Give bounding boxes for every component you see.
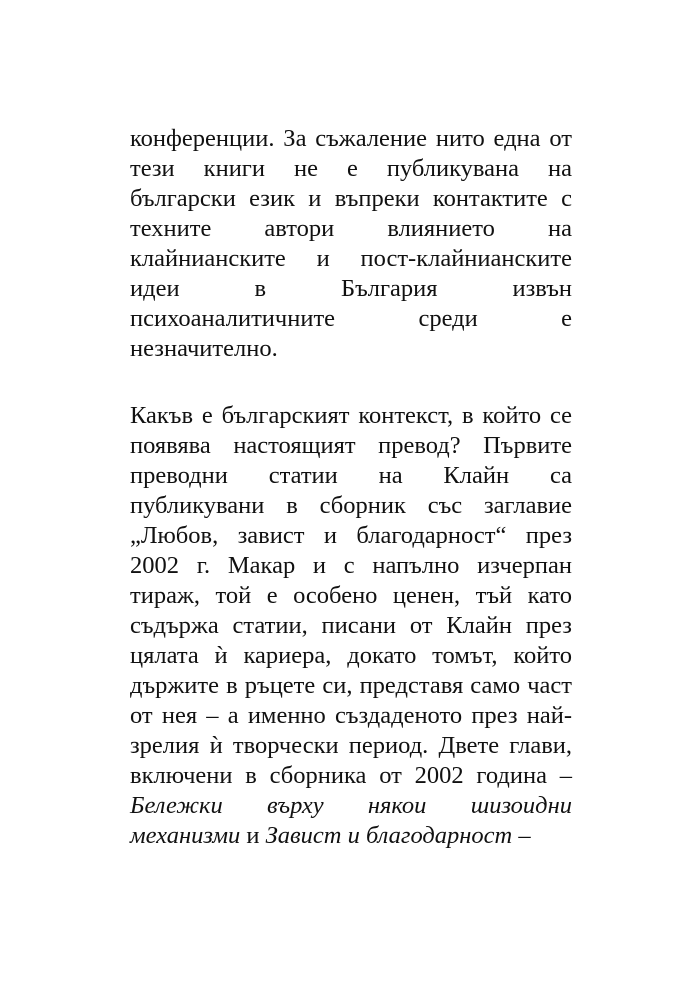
dash-text: – xyxy=(512,822,531,849)
text-line: клайнианските и пост-клайнианските xyxy=(130,245,572,272)
text-line: незначително. xyxy=(130,335,278,362)
text-line: идеи в България извън xyxy=(130,275,572,302)
text-line: „Любов, завист и благодарност“ през xyxy=(130,522,572,549)
text-line: публикувани в сборник със заглавие xyxy=(130,492,572,519)
text-line: техните автори влиянието на xyxy=(130,215,572,242)
paragraph-1 xyxy=(130,124,572,364)
text-line: държите в ръцете си, представя само част xyxy=(130,672,572,699)
text-line: български език и въпреки контактите с xyxy=(130,185,572,212)
text-line: включени в сборника от 2002 година – xyxy=(130,762,572,789)
text-line-italic-title: Бележки върху някои шизоидни xyxy=(130,792,572,819)
text-line: тези книги не е публикувана на xyxy=(130,155,572,182)
italic-title: Завист и благодарност xyxy=(265,822,513,849)
text-line: появява настоящият превод? Първите xyxy=(130,432,572,459)
conjunction-text: и xyxy=(240,822,266,849)
text-line: 2002 г. Макар и с напълно изчерпан xyxy=(130,552,572,579)
paragraph-2 xyxy=(130,401,572,851)
text-line: тираж, той е особено ценен, тъй като xyxy=(130,582,572,609)
text-line: от нея – а именно създаденото през най- xyxy=(130,702,572,729)
text-line: преводни статии на Клайн са xyxy=(130,462,572,489)
text-line: Какъв е българският контекст, в който се xyxy=(130,402,572,429)
text-line: зрелия ѝ творчески период. Двете глави, xyxy=(130,732,572,759)
text-line: психоаналитичните среди е xyxy=(130,305,572,332)
text-line-mixed xyxy=(130,821,572,851)
italic-title-part: механизми xyxy=(130,822,241,849)
text-line: цялата ѝ кариера, докато томът, който xyxy=(130,642,572,669)
text-line: съдържа статии, писани от Клайн през xyxy=(130,612,572,639)
text-line: конференции. За съжаление нито една от xyxy=(130,125,572,152)
